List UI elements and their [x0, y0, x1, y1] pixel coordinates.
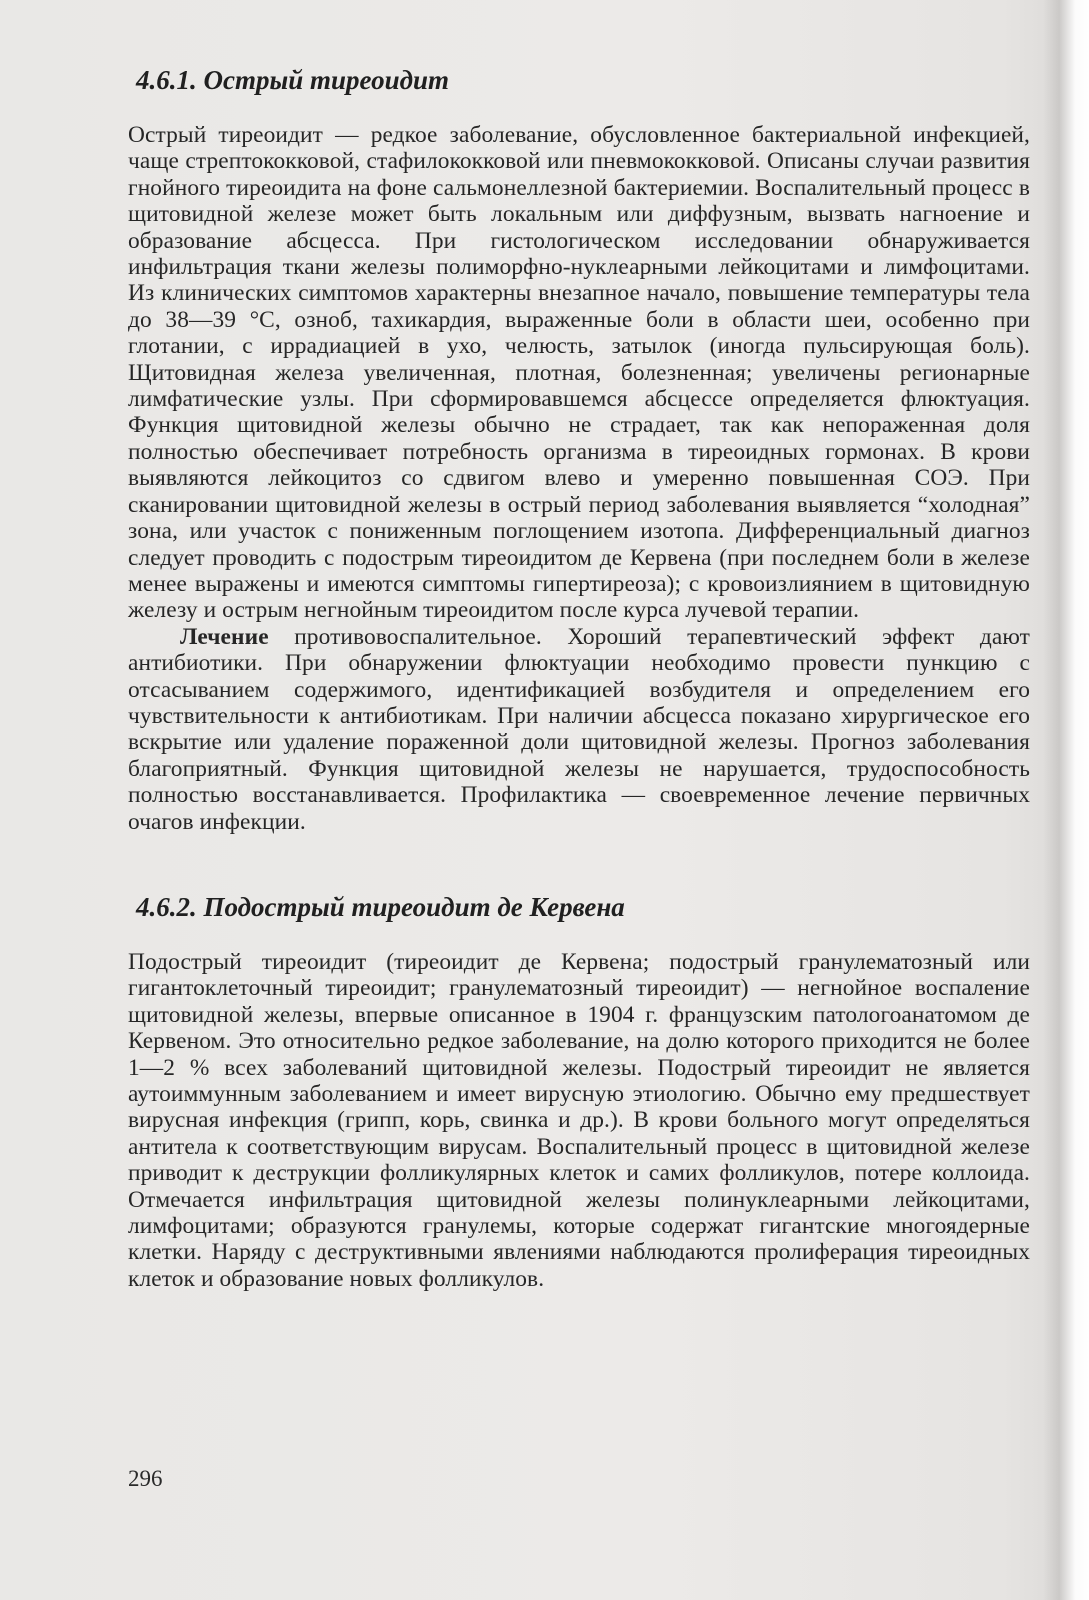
page-number: 296	[128, 1466, 163, 1491]
section-heading-acute-thyroiditis: 4.6.1. Острый тиреоидит	[136, 65, 450, 95]
treatment-lead-word: Лечение	[180, 623, 269, 650]
paragraph-subacute-thyroiditis-description: Подострый тиреоидит (тиреоидит де Кервена; подострый гранулематозный или гигантоклеточный тиреоидит; гранулематозный тиреоидит) — негнойное воспаление щитовидной железы, впервые описанное в 1904 г. французским патологоанатомом де Кервеном. Это относительно редкое заболевание, на долю которого приходится не более 1—2 % всех заболеваний щитовидной железы. Подострый тиреоидит не является аутоиммунным заболеванием и имеет вирусную этиологию. Обычно ему предшествует вирусная инфекция (грипп, корь, свинка и др.). В крови больного могут определяться антитела к соответствующим вирусам. Воспалительный процесс в щитовидной железе приводит к деструкции фолликулярных клеток и самих фолликулов, потере коллоида. Отмечается инфильтрация щитовидной железы полинуклеарными лейкоцитами, лимфоцитами; образуются гранулемы, которые содержат гигантские многоядерные клетки. Наряду с деструктивными явлениями наблюдаются пролиферация тиреоидных клеток и образование новых фолликулов.	[128, 948, 1030, 1292]
paragraph-acute-thyroiditis-treatment	[128, 624, 1030, 835]
section-heading-subacute-thyroiditis: 4.6.2. Подострый тиреоидит де Кервена	[136, 891, 625, 922]
page-edge-shadow	[1043, 0, 1089, 1600]
paragraph-acute-thyroiditis-description: Острый тиреоидит — редкое заболевание, обусловленное бактериальной инфекцией, чаще стрептококковой, стафилококковой или пневмококковой. Описаны случаи развития гнойного тиреоидита на фоне сальмонеллезной бактериемии. Воспалительный процесс в щитовидной железе может быть локальным или диффузным, вызвать нагноение и образование абсцесса. При гистологическом исследовании обнаруживается инфильтрация ткани железы полиморфно-нуклеарными лейкоцитами и лимфоцитами. Из клинических симптомов характерны внезапное начало, повышение температуры тела до 38—39 °С, озноб, тахикардия, выраженные боли в области шеи, особенно при глотании, с иррадиацией в ухо, челюсть, затылок (иногда пульсирующая боль). Щитовидная железа увеличенная, плотная, болезненная; увеличены регионарные лимфатические узлы. При сформировавшемся абсцессе определяется флюктуация. Функция щитовидной железы обычно не страдает, так как непораженная доля полностью обеспечивает потребность организма в тиреоидных гормонах. В крови выявляются лейкоцитоз со сдвигом влево и умеренно повышенная СОЭ. При сканировании щитовидной железы в острый период заболевания выявляется “холодная” зона, или участок с пониженным поглощением изотопа. Дифференциальный диагноз следует проводить с подострым тиреоидитом де Кервена (при последнем боли в железе менее выражены и имеются симптомы гипертиреоза); с кровоизлиянием в щитовидную железу и острым негнойным тиреоидитом после курса лучевой терапии.	[128, 122, 1030, 624]
treatment-body-text: противовоспалительное. Хороший терапевтический эффект дают антибиотики. При обнаружении флюктуации необходимо провести пункцию с отсасыванием содержимого, идентификацией возбудителя и определением его чувствительности к антибиотикам. При наличии абсцесса показано хирургическое его вскрытие или удаление пораженной доли щитовидной железы. Прогноз заболевания благоприятный. Функция щитовидной железы не нарушается, трудоспособность полностью восстанавливается. Профилактика — своевременное лечение первичных очагов инфекции.	[128, 623, 1030, 835]
page-content	[128, 60, 1030, 1292]
